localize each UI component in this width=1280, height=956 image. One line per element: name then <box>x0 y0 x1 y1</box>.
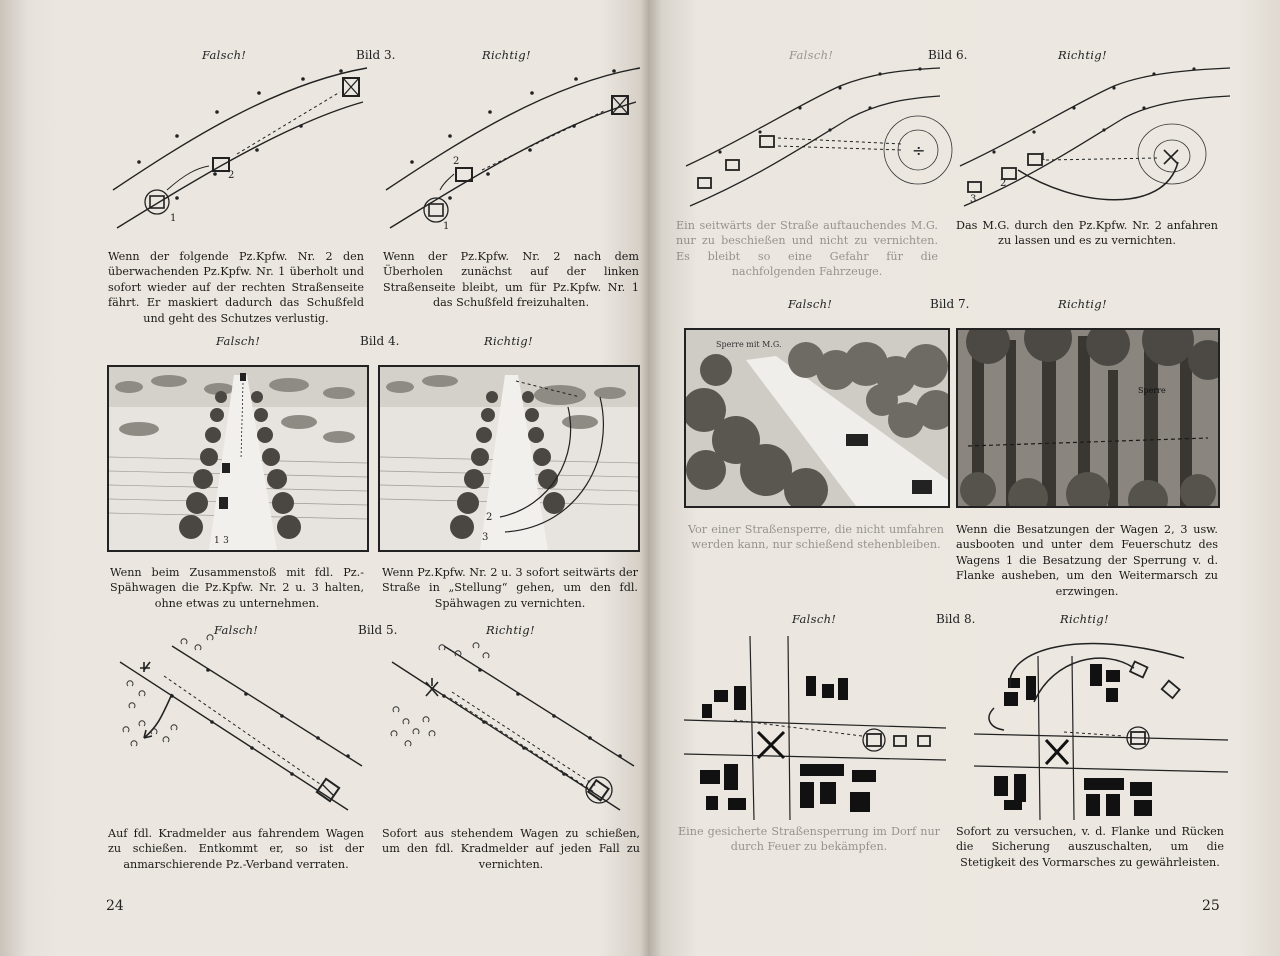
bild4-title: Bild 4. <box>360 334 400 348</box>
page-number-left: 24 <box>106 898 124 914</box>
bild6-richtig-mark-2: 2 <box>1000 178 1007 189</box>
bild4-falsch-caption: Wenn beim Zusammenstoß mit fdl. Pz.-Spähwagen die Pz.Kpfw. Nr. 2 u. 3 halten, ohne etwas zu unternehmen. <box>110 566 364 610</box>
bild8-title: Bild 8. <box>936 612 976 626</box>
bild3-richtig-diagram <box>378 62 643 232</box>
bild5-title: Bild 5. <box>358 623 398 637</box>
bild8-richtig-caption: Sofort zu versuchen, v. d. Flanke und Rücken die Sicherung auszuschalten, um die Stetigkeit des Vormarsches zu gewährleisten. <box>956 825 1224 869</box>
bild4-richtig-mark-2: 2 <box>486 512 493 523</box>
bild5-falsch-label: Falsch! <box>214 623 259 637</box>
bild3-falsch-label: Falsch! <box>202 48 247 62</box>
bild5-falsch-diagram <box>112 636 364 814</box>
bild3-richtig-label: Richtig! <box>482 48 531 62</box>
page-number-right: 25 <box>1202 898 1220 914</box>
bild7-falsch-caption: Vor einer Straßensperre, die nicht umfahren werden kann, nur schießend stehenbleiben. <box>688 523 944 552</box>
bild6-richtig-mark-3: 3 <box>970 194 977 205</box>
bild4-falsch-label: Falsch! <box>216 334 261 348</box>
bild8-falsch-label: Falsch! <box>792 612 837 626</box>
bild4-richtig-caption: Wenn Pz.Kpfw. Nr. 2 u. 3 sofort seitwärts der Straße in „Stellung“ gehen, um den fdl. Spähwagen zu vernichten. <box>382 566 638 610</box>
bild4-richtig-mark-3: 3 <box>482 532 489 543</box>
bild8-richtig-label: Richtig! <box>1060 612 1109 626</box>
bild3-title: Bild 3. <box>356 48 396 62</box>
bild7-falsch-label: Falsch! <box>788 297 833 311</box>
bild7-richtig-label: Richtig! <box>1058 297 1107 311</box>
bild6-falsch-label: Falsch! <box>789 48 834 62</box>
bild8-richtig-diagram <box>974 628 1228 820</box>
bild7-richtig-caption: Wenn die Besatzungen der Wagen 2, 3 usw. ausbooten und unter dem Feuerschutz des Wagens 1 die Besatzung der Sperrung v. d. Flanke ausheben, um den Weitermarsch zu erzwingen. <box>956 523 1218 598</box>
right-page <box>648 0 1280 956</box>
bild8-falsch-caption: Eine gesicherte Straßensperrung im Dorf nur durch Feuer zu bekämpfen. <box>678 825 940 854</box>
bild3-richtig-mark-2: 2 <box>453 156 460 167</box>
bild8-falsch-diagram <box>684 636 946 820</box>
bild4-richtig-illustration <box>378 365 640 552</box>
bild4-falsch-illustration <box>107 365 369 552</box>
svg-text:÷: ÷ <box>912 141 926 160</box>
bild6-richtig-label: Richtig! <box>1058 48 1107 62</box>
bild3-falsch-diagram <box>105 62 370 232</box>
bild7-richtig-sperre-label: Sperre <box>1138 386 1166 395</box>
bild3-falsch-mark-1: 1 <box>170 213 177 224</box>
bild7-richtig-illustration <box>956 328 1220 508</box>
bild6-richtig-diagram <box>954 66 1234 216</box>
bild6-falsch-diagram <box>680 66 945 216</box>
bild6-richtig-caption: Das M.G. durch den Pz.Kpfw. Nr. 2 anfahren zu lassen und es zu vernichten. <box>956 219 1218 248</box>
bild7-falsch-illustration <box>684 328 950 508</box>
bild3-falsch-mark-2: 2 <box>228 170 235 181</box>
bild4-falsch-mark: 1 3 <box>214 536 230 546</box>
bild4-richtig-label: Richtig! <box>484 334 533 348</box>
bild3-richtig-caption: Wenn der Pz.Kpfw. Nr. 2 nach dem Überholen zunächst auf der linken Straßenseite bleibt, um für Pz.Kpfw. Nr. 1 das Schußfeld freizuhalten. <box>383 250 639 310</box>
bild3-richtig-mark-1: 1 <box>443 221 450 232</box>
bild6-title: Bild 6. <box>928 48 968 62</box>
bild7-title: Bild 7. <box>930 297 970 311</box>
bild5-richtig-label: Richtig! <box>486 623 535 637</box>
bild5-richtig-diagram <box>384 636 636 814</box>
bild3-falsch-caption: Wenn der folgende Pz.Kpfw. Nr. 2 den überwachenden Pz.Kpfw. Nr. 1 überholt und sofort wieder auf der rechten Straßenseite fährt. Er maskiert dadurch das Schußfeld und geht des Schutzes verlustig. <box>108 250 364 325</box>
bild5-richtig-caption: Sofort aus stehendem Wagen zu schießen, um den fdl. Kradmelder auf jeden Fall zu vernichten. <box>382 827 640 871</box>
bild7-falsch-sperre-label: Sperre mit M.G. <box>716 340 782 349</box>
bild6-falsch-caption: Ein seitwärts der Straße auftauchendes M.G. nur zu beschießen und nicht zu vernichten. Es bleibt so eine Gefahr für die nachfolgenden Fahrzeuge. <box>676 219 938 279</box>
bild6-richtig-mark-1: 1 <box>1040 152 1047 163</box>
bild5-falsch-caption: Auf fdl. Kradmelder aus fahrendem Wagen zu schießen. Entkommt er, so ist der anmarschierende Pz.-Verband verraten. <box>108 827 364 871</box>
